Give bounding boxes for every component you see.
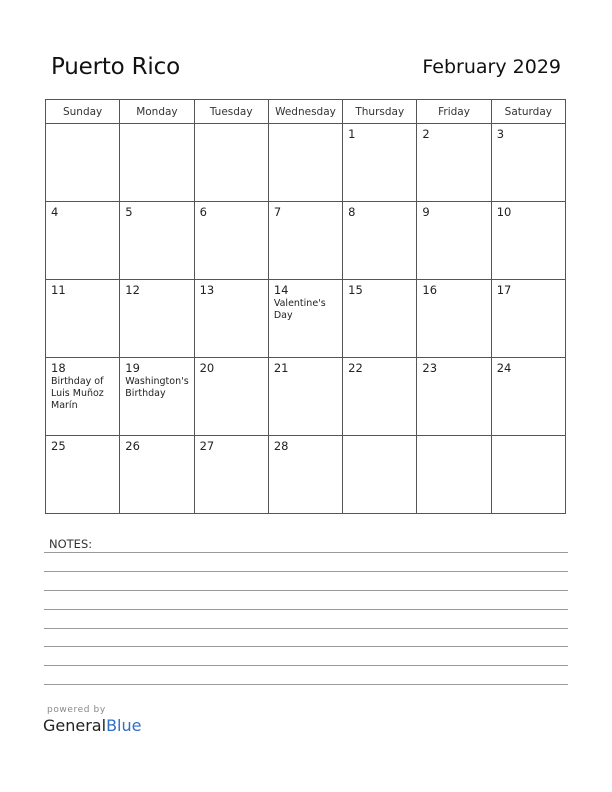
calendar-day-cell: [46, 124, 120, 202]
day-number: 6: [199, 205, 207, 219]
weekday-header: Thursday: [343, 100, 417, 124]
day-number: 28: [273, 439, 289, 453]
day-number: 7: [273, 205, 282, 219]
calendar-day-cell: [491, 202, 565, 280]
calendar-day-cell: [268, 436, 342, 514]
day-number: 23: [422, 361, 438, 375]
calendar-day-cell: [194, 280, 268, 358]
holiday-label: Valentine's Day: [273, 298, 326, 321]
calendar-day-cell: [417, 358, 491, 436]
day-number: 26: [125, 439, 140, 453]
calendar-week-row: [46, 436, 566, 514]
calendar-day-cell: [46, 436, 120, 514]
calendar-month-title: February 2029: [422, 56, 561, 78]
calendar-day-cell: [120, 280, 194, 358]
calendar-day-cell: [343, 280, 417, 358]
day-number: 8: [348, 205, 356, 219]
day-number: 25: [51, 439, 66, 453]
day-number: 11: [51, 283, 66, 297]
calendar-day-cell: [194, 124, 268, 202]
day-number: 15: [348, 283, 363, 297]
calendar-week-row: [46, 124, 566, 202]
calendar-day-cell: [46, 202, 120, 280]
day-number: 2: [422, 127, 430, 141]
calendar-day-cell: [268, 202, 342, 280]
calendar-week-row: [46, 358, 566, 436]
calendar-day-cell: [343, 358, 417, 436]
day-number: 24: [496, 361, 512, 375]
calendar-body: [46, 124, 566, 514]
day-number: 27: [199, 439, 215, 453]
note-line: [44, 665, 568, 666]
brand-general-text: General: [43, 716, 107, 735]
calendar-day-cell: [46, 280, 120, 358]
calendar-country-title: Puerto Rico: [51, 54, 180, 80]
calendar-day-cell: [343, 202, 417, 280]
day-number: 10: [496, 205, 512, 219]
day-number: 16: [422, 283, 438, 297]
calendar-day-cell: [194, 436, 268, 514]
calendar-day-cell: [194, 358, 268, 436]
day-number: 22: [348, 361, 363, 375]
note-line: [44, 646, 568, 647]
calendar-week-row: [46, 280, 566, 358]
day-number: 12: [125, 283, 140, 297]
note-line: [44, 609, 568, 610]
day-number: 3: [496, 127, 505, 141]
generalblue-logo: [43, 716, 141, 735]
calendar-day-cell: [268, 280, 342, 358]
notes-label: NOTES:: [49, 537, 93, 551]
day-number: 21: [273, 361, 289, 375]
calendar-day-cell: [417, 202, 491, 280]
holiday-label: Birthday of Luis Muñoz Marín: [51, 376, 104, 411]
calendar-day-cell: [491, 358, 565, 436]
calendar-day-cell: [120, 436, 194, 514]
note-line: [44, 590, 568, 591]
calendar-day-cell: [417, 436, 491, 514]
day-number: 9: [422, 205, 430, 219]
day-number: 19: [125, 361, 140, 375]
calendar-day-cell: [120, 124, 194, 202]
weekday-header: Friday: [417, 100, 491, 124]
calendar-day-cell: [268, 358, 342, 436]
weekday-header: Tuesday: [194, 100, 268, 124]
calendar-grid: [45, 99, 566, 514]
calendar-week-row: [46, 202, 566, 280]
note-line: [44, 571, 568, 572]
calendar-day-cell: [120, 202, 194, 280]
calendar-day-cell: [417, 124, 491, 202]
brand-blue-text: Blue: [106, 716, 142, 735]
day-number: 5: [125, 205, 133, 219]
day-number: 4: [51, 205, 59, 219]
note-line: [44, 684, 568, 685]
day-number: 14: [273, 283, 289, 297]
note-line: [44, 628, 568, 629]
weekday-header: Monday: [120, 100, 194, 124]
weekday-header: Wednesday: [268, 100, 342, 124]
calendar-day-cell: [194, 202, 268, 280]
powered-by-text: powered by: [47, 705, 106, 715]
calendar-day-cell: [417, 280, 491, 358]
weekday-header: Saturday: [491, 100, 565, 124]
day-number: 17: [496, 283, 512, 297]
day-number: 18: [51, 361, 66, 375]
holiday-label: Washington's Birthday: [125, 376, 189, 399]
day-number: 1: [348, 127, 356, 141]
weekday-header: Sunday: [46, 100, 120, 124]
day-number: 13: [199, 283, 215, 297]
calendar-day-cell: [343, 124, 417, 202]
calendar-day-cell: [120, 358, 194, 436]
calendar-day-cell: [491, 124, 565, 202]
calendar-day-cell: [491, 280, 565, 358]
note-line: [44, 552, 568, 553]
day-number: 20: [199, 361, 215, 375]
calendar-day-cell: [343, 436, 417, 514]
calendar-day-cell: [46, 358, 120, 436]
weekday-header-row: [46, 100, 566, 124]
calendar-day-cell: [491, 436, 565, 514]
calendar-day-cell: [268, 124, 342, 202]
